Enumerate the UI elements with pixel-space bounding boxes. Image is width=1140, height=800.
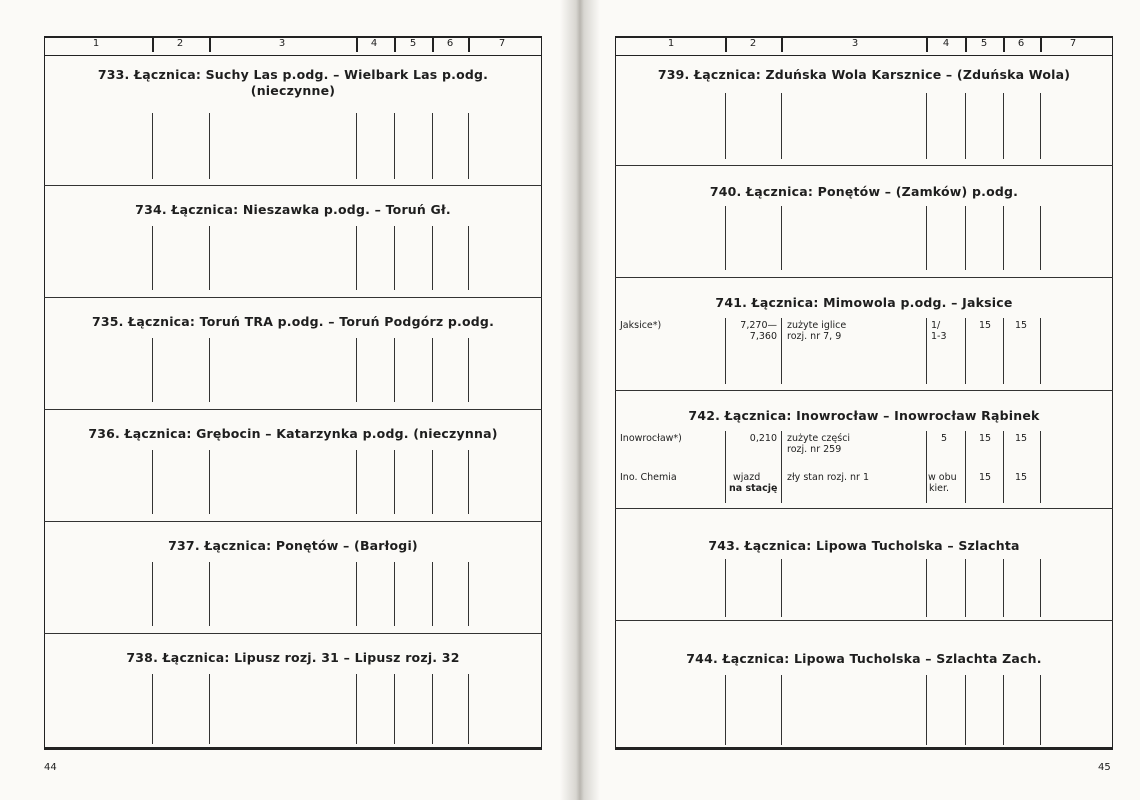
section-title-line: 735. Łącznica: Toruń TRA p.odg. – Toruń Podgórz p.odg.: [91, 314, 495, 329]
column-divider: [965, 206, 966, 270]
column-number: 7: [1069, 38, 1077, 49]
column-divider: [209, 450, 210, 514]
section-title-line: 741. Łącznica: Mimowola p.odg. – Jaksice: [715, 295, 1013, 310]
column-divider: [725, 206, 726, 270]
section-title-line: (nieczynne): [250, 83, 336, 98]
header-separator: [1003, 38, 1005, 52]
column-divider: [725, 431, 726, 503]
speed-value: 15: [979, 320, 992, 331]
section-title: [44, 67, 542, 99]
section-740: [615, 166, 1113, 278]
column-number: 3: [278, 38, 286, 49]
column-divider: [1040, 675, 1041, 745]
section-736: [44, 410, 542, 522]
section-title-line: 742. Łącznica: Inowrocław – Inowrocław Rąbinek: [688, 408, 1040, 423]
column-divider: [209, 113, 210, 179]
column-divider: [356, 674, 357, 744]
column-divider: [926, 431, 927, 503]
column-number: 5: [409, 38, 417, 49]
section-743: [615, 509, 1113, 621]
column-number: 7: [498, 38, 506, 49]
column-divider: [965, 318, 966, 384]
reason-text: zużyte iglice: [787, 320, 847, 331]
track-value: 1/: [931, 320, 941, 331]
column-number: 1: [667, 38, 675, 49]
column-divider: [356, 113, 357, 179]
column-divider: [965, 675, 966, 745]
book-gutter: [560, 0, 600, 800]
table-bottom-rule: [615, 747, 1113, 750]
section-title-line: 738. Łącznica: Lipusz rozj. 31 – Lipusz rozj. 32: [126, 650, 460, 665]
section-title-line: 740. Łącznica: Ponętów – (Zamków) p.odg.: [709, 184, 1019, 199]
km-value: 0,210: [749, 433, 777, 444]
column-divider: [209, 338, 210, 402]
column-divider: [926, 206, 927, 270]
track-value: 1-3: [931, 331, 947, 342]
column-divider: [1040, 206, 1041, 270]
header-separator: [926, 38, 928, 52]
column-divider: [965, 93, 966, 159]
column-divider: [468, 113, 469, 179]
section-title-line: 736. Łącznica: Grębocin – Katarzynka p.odg. (nieczynna): [88, 426, 498, 441]
column-divider: [432, 450, 433, 514]
column-divider: [781, 318, 782, 384]
column-divider: [1040, 93, 1041, 159]
section-title: [44, 426, 542, 442]
column-divider: [926, 675, 927, 745]
column-divider: [394, 113, 395, 179]
reason-text: rozj. nr 7, 9: [787, 331, 842, 342]
column-divider: [926, 318, 927, 384]
section-title: [44, 650, 542, 666]
speed-value: 15: [979, 472, 992, 483]
section-741: [615, 278, 1113, 391]
section-title: [44, 538, 542, 554]
column-divider: [394, 226, 395, 290]
column-divider: [152, 450, 153, 514]
column-number: 3: [851, 38, 859, 49]
header-separator: [965, 38, 967, 52]
header-separator: [432, 38, 434, 52]
column-divider: [152, 226, 153, 290]
column-divider: [356, 562, 357, 626]
column-divider: [1003, 431, 1004, 503]
section-733: [44, 57, 542, 186]
km-value: wjazd: [733, 472, 761, 483]
header-separator: [152, 38, 154, 52]
column-divider: [152, 113, 153, 179]
column-divider: [965, 559, 966, 617]
header-separator: [209, 38, 211, 52]
column-divider: [781, 431, 782, 503]
table-top-rule: [615, 36, 1113, 38]
km-value: na stację: [729, 483, 778, 494]
column-divider: [781, 559, 782, 617]
section-title: [615, 538, 1113, 554]
track-value: kier.: [929, 483, 950, 494]
column-divider: [356, 338, 357, 402]
column-divider: [432, 562, 433, 626]
column-divider: [394, 674, 395, 744]
table-bottom-rule: [44, 747, 542, 750]
speed-value: 15: [1015, 320, 1028, 331]
reason-text: rozj. nr 259: [787, 444, 842, 455]
station-name: Jaksice*): [620, 320, 662, 331]
column-divider: [1040, 559, 1041, 617]
column-divider: [1003, 93, 1004, 159]
column-divider: [1003, 559, 1004, 617]
speed-value: 15: [1015, 433, 1028, 444]
header-separator: [356, 38, 358, 52]
column-divider: [725, 675, 726, 745]
section-title-line: 743. Łącznica: Lipowa Tucholska – Szlachta: [708, 538, 1020, 553]
column-divider: [1040, 431, 1041, 503]
speed-value: 15: [979, 433, 992, 444]
column-number: 6: [446, 38, 454, 49]
right-page: [615, 36, 1113, 750]
column-divider: [1040, 318, 1041, 384]
column-divider: [394, 562, 395, 626]
km-value: 7,360: [749, 331, 777, 342]
column-divider: [152, 674, 153, 744]
track-value: w obu: [928, 472, 957, 483]
column-divider: [725, 559, 726, 617]
column-divider: [468, 226, 469, 290]
column-divider: [468, 674, 469, 744]
column-divider: [781, 93, 782, 159]
column-divider: [926, 93, 927, 159]
column-divider: [432, 338, 433, 402]
section-title-line: 734. Łącznica: Nieszawka p.odg. – Toruń Gł.: [135, 202, 451, 217]
section-title: [615, 67, 1113, 83]
column-number: 5: [980, 38, 988, 49]
column-divider: [1003, 318, 1004, 384]
column-divider: [965, 431, 966, 503]
section-title-line: 739. Łącznica: Zduńska Wola Karsznice – (Zduńska Wola): [657, 67, 1071, 82]
column-divider: [209, 226, 210, 290]
column-number: 4: [942, 38, 950, 49]
reason-text: zły stan rozj. nr 1: [787, 472, 870, 483]
section-738: [44, 634, 542, 750]
section-739: [615, 57, 1113, 166]
speed-value: 15: [1015, 472, 1028, 483]
column-divider: [152, 338, 153, 402]
page-number: 44: [44, 762, 57, 773]
header-separator: [468, 38, 470, 52]
column-divider: [781, 675, 782, 745]
section-734: [44, 186, 542, 298]
column-divider: [1003, 206, 1004, 270]
column-number: 2: [176, 38, 184, 49]
column-divider: [781, 206, 782, 270]
section-737: [44, 522, 542, 634]
left-page: [44, 36, 542, 750]
section-735: [44, 298, 542, 410]
section-title: [615, 408, 1113, 424]
header-separator: [1040, 38, 1042, 52]
header-separator: [781, 38, 783, 52]
reason-text: zużyte części: [787, 433, 851, 444]
section-title: [44, 202, 542, 218]
section-title-line: 744. Łącznica: Lipowa Tucholska – Szlachta Zach.: [686, 651, 1042, 666]
column-divider: [209, 674, 210, 744]
section-744: [615, 621, 1113, 750]
section-title: [44, 314, 542, 330]
column-divider: [432, 674, 433, 744]
station-name: Ino. Chemia: [620, 472, 677, 483]
column-divider: [468, 562, 469, 626]
column-divider: [394, 338, 395, 402]
column-number: 2: [749, 38, 757, 49]
column-divider: [432, 113, 433, 179]
section-title: [615, 295, 1113, 311]
track-value: 5: [941, 433, 948, 444]
column-divider: [356, 226, 357, 290]
section-title: [615, 651, 1113, 667]
station-name: Inowrocław*): [620, 433, 682, 444]
section-title-line: 737. Łącznica: Ponętów – (Barłogi): [168, 538, 418, 553]
header-separator: [394, 38, 396, 52]
column-divider: [725, 93, 726, 159]
column-divider: [1003, 675, 1004, 745]
page-number: 45: [1098, 762, 1111, 773]
column-number: 4: [370, 38, 378, 49]
header-separator: [725, 38, 727, 52]
column-divider: [468, 450, 469, 514]
column-divider: [432, 226, 433, 290]
header-rule: [44, 55, 542, 56]
section-title: [615, 184, 1113, 200]
column-divider: [926, 559, 927, 617]
km-value: 7,270—: [740, 320, 777, 331]
column-number: 6: [1017, 38, 1025, 49]
column-divider: [394, 450, 395, 514]
column-divider: [725, 318, 726, 384]
column-divider: [468, 338, 469, 402]
column-divider: [152, 562, 153, 626]
section-title-line: 733. Łącznica: Suchy Las p.odg. – Wielbark Las p.odg.: [97, 67, 489, 82]
header-rule: [615, 55, 1113, 56]
column-divider: [209, 562, 210, 626]
column-number: 1: [92, 38, 100, 49]
column-divider: [356, 450, 357, 514]
section-742: [615, 391, 1113, 509]
